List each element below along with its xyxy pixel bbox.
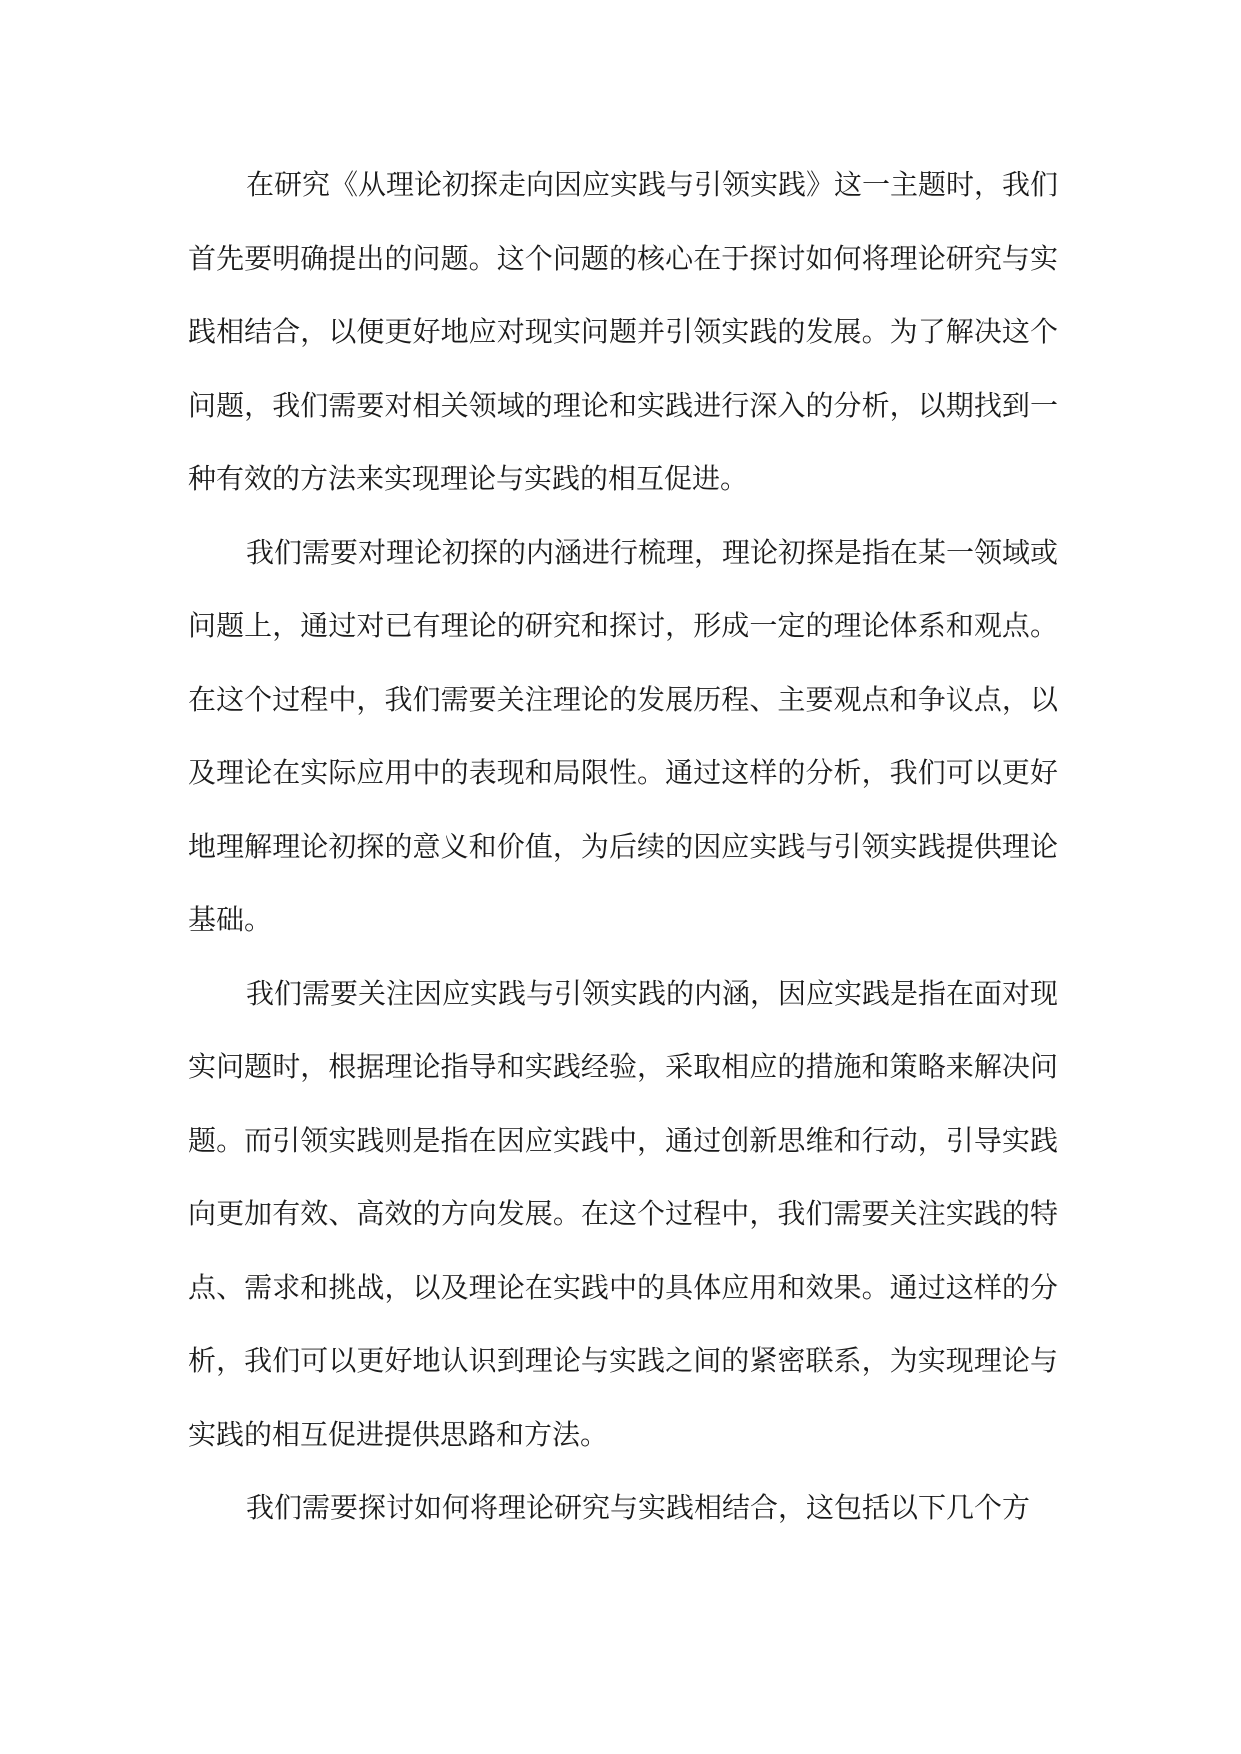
body-text — [188, 148, 1058, 1545]
paragraph-2: 我们需要对理论初探的内涵进行梳理，理论初探是指在某一领域或问题上，通过对已有理论的研究和探讨，形成一定的理论体系和观点。在这个过程中，我们需要关注理论的发展历程、主要观点和争议点，以及理论在实际应用中的表现和局限性。通过这样的分析，我们可以更好地理解理论初探的意义和价值，为后续的因应实践与引领实践提供理论基础。 — [188, 535, 1059, 936]
paragraph-4: 我们需要探讨如何将理论研究与实践相结合，这包括以下几个方 — [246, 1491, 1031, 1524]
paragraph-3: 我们需要关注因应实践与引领实践的内涵，因应实践是指在面对现实问题时，根据理论指导和实践经验，采取相应的措施和策略来解决问题。而引领实践则是指在因应实践中，通过创新思维和行动，引导实践向更加有效、高效的方向发展。在这个过程中，我们需要关注实践的特点、需求和挑战，以及理论在实践中的具体应用和效果。通过这样的分析，我们可以更好地认识到理论与实践之间的紧密联系，为实现理论与实践的相互促进提供思路和方法。 — [188, 976, 1059, 1451]
paragraph-1: 在研究《从理论初探走向因应实践与引领实践》这一主题时，我们首先要明确提出的问题。这个问题的核心在于探讨如何将理论研究与实践相结合，以便更好地应对现实问题并引领实践的发展。为了解决这个问题，我们需要对相关领域的理论和实践进行深入的分析，以期找到一种有效的方法来实现理论与实践的相互促进。 — [188, 168, 1059, 495]
